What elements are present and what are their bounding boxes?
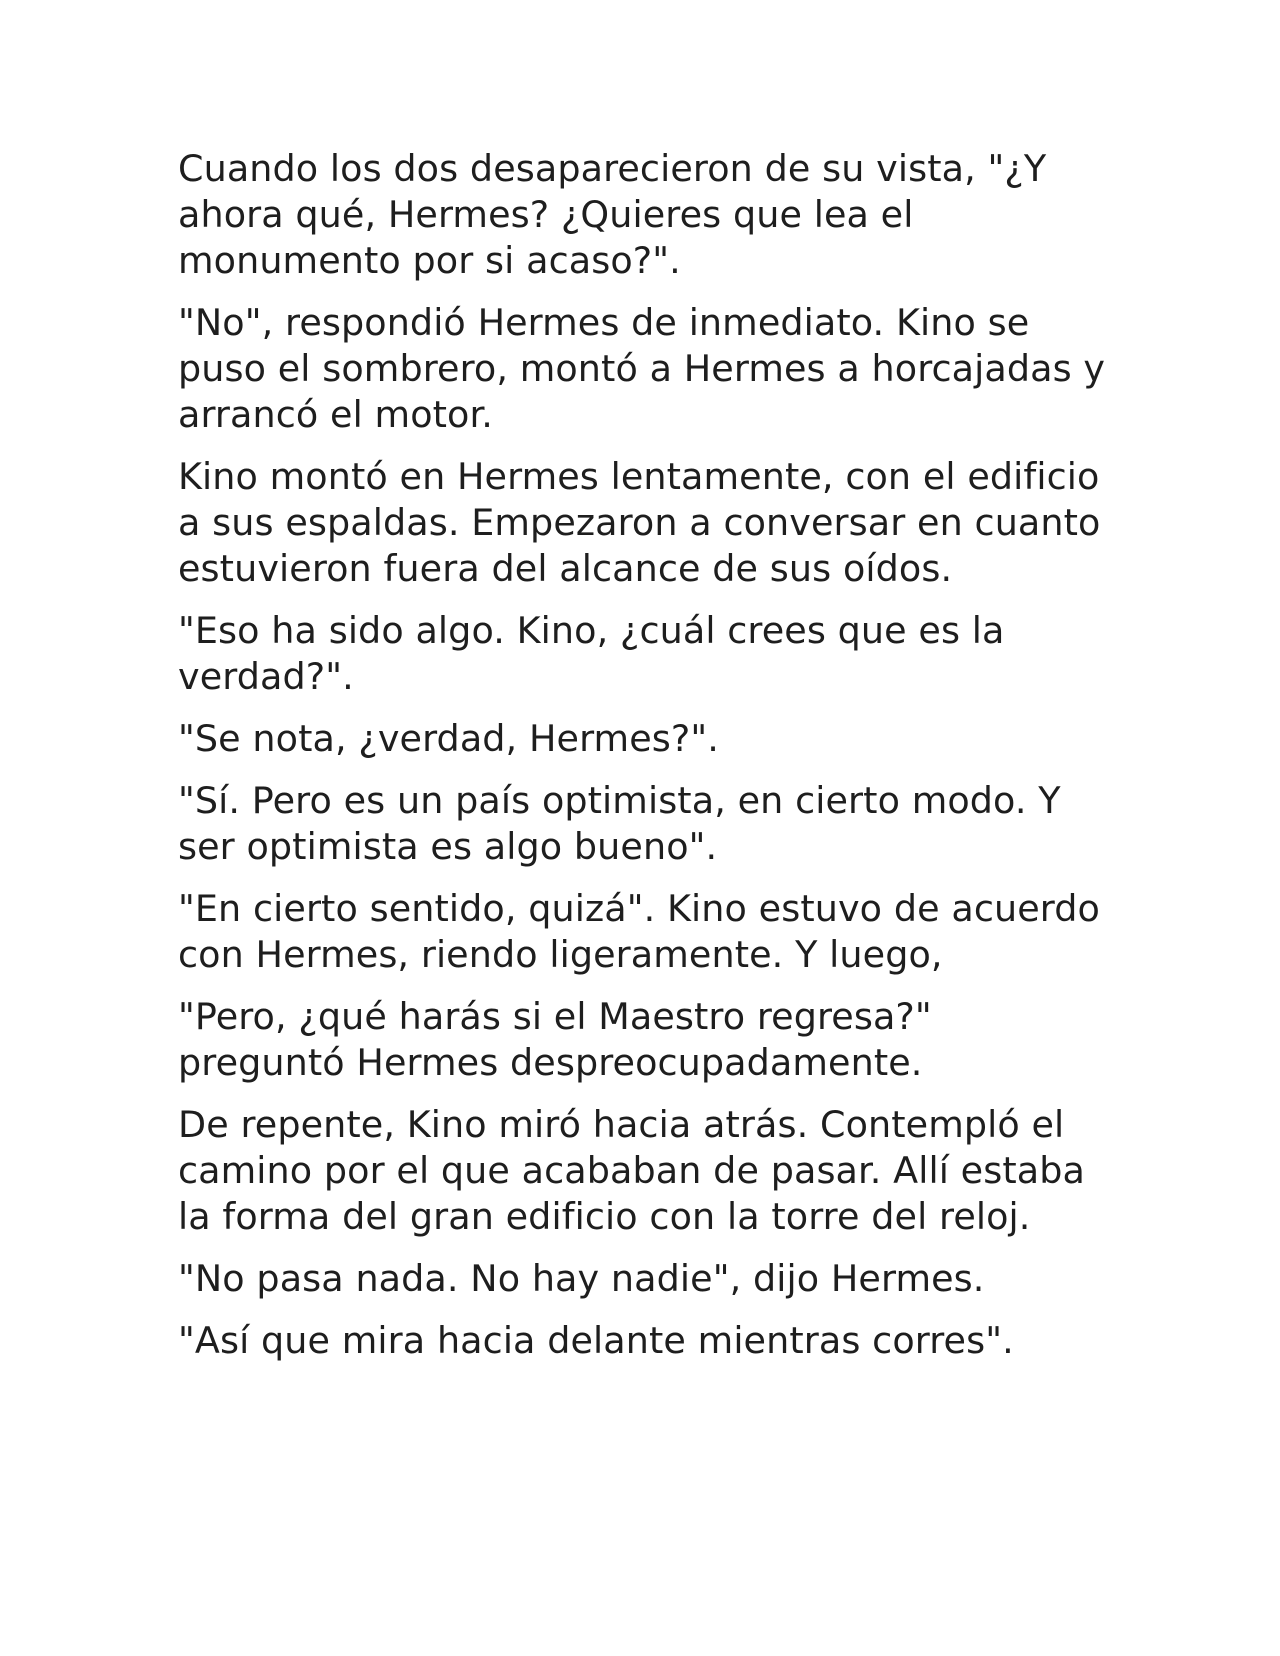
paragraph: "Pero, ¿qué harás si el Maestro regresa?" preguntó Hermes despreocupadamente. xyxy=(178,995,932,1084)
paragraph: Kino montó en Hermes lentamente, con el edificio a sus espaldas. Empezaron a conversar en cuanto estuvieron fuera del alcance de sus oídos. xyxy=(178,455,1101,590)
paragraph: "No", respondió Hermes de inmediato. Kino se puso el sombrero, montó a Hermes a horcajadas y arrancó el motor. xyxy=(178,301,1106,436)
paragraph: "No pasa nada. No hay nadie", dijo Hermes. xyxy=(178,1257,985,1300)
paragraph: "Eso ha sido algo. Kino, ¿cuál crees que es la verdad?". xyxy=(178,609,1005,698)
paragraph: "En cierto sentido, quizá". Kino estuvo de acuerdo con Hermes, riendo ligeramente. Y luego, xyxy=(178,887,1100,976)
paragraph: De repente, Kino miró hacia atrás. Contempló el camino por el que acababan de pasar. Allí estaba la forma del gran edificio con la torre del reloj. xyxy=(178,1103,1085,1238)
paragraph: Cuando los dos desaparecieron de su vista, "¿Y ahora qué, Hermes? ¿Quieres que lea el monumento por si acaso?". xyxy=(178,147,1047,282)
paragraph: "Se nota, ¿verdad, Hermes?". xyxy=(178,717,719,760)
paragraph: "Así que mira hacia delante mientras corres". xyxy=(178,1319,1014,1362)
document-page xyxy=(178,146,1108,1380)
paragraph: "Sí. Pero es un país optimista, en cierto modo. Y ser optimista es algo bueno". xyxy=(178,779,1061,868)
